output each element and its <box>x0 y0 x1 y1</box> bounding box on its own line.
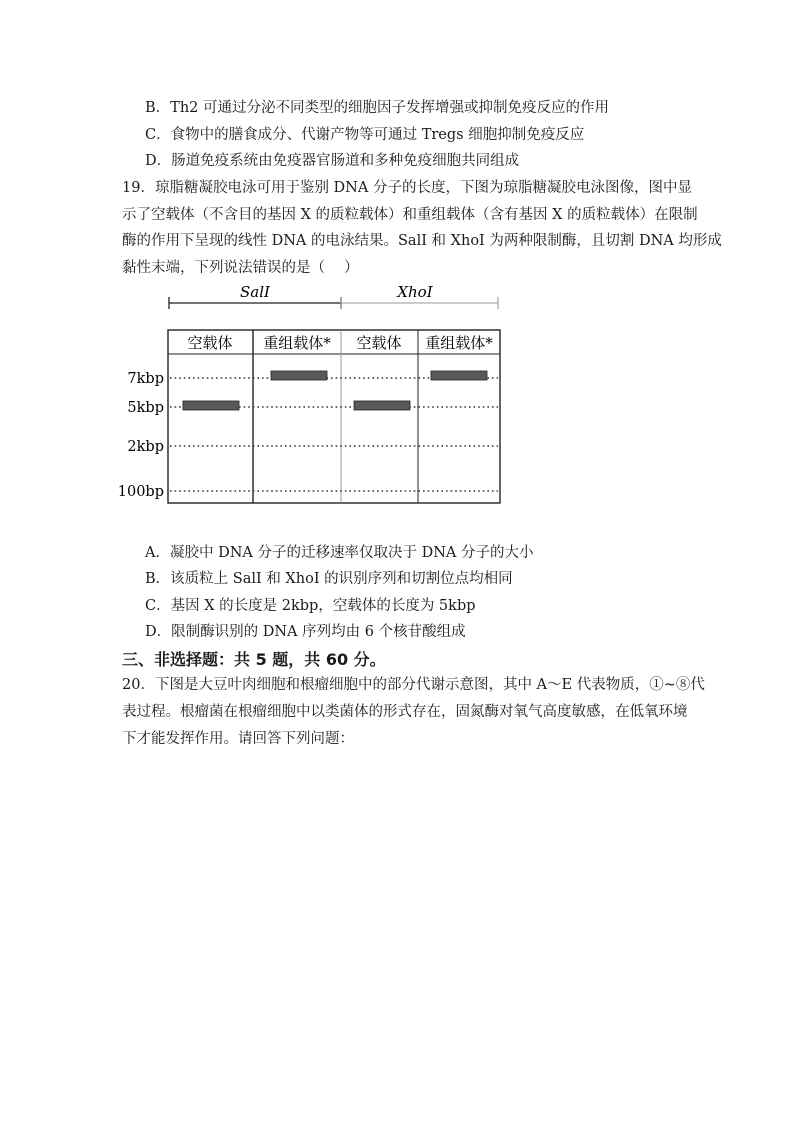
marker-label-100bp: 100bp <box>117 484 164 500</box>
q20-stem-line-2: 表过程。根瘤菌在根瘤细胞中以类菌体的形式存在，固氮酶对氧气高度敏感，在低氧环境 <box>122 704 688 720</box>
gel-diagram <box>117 278 510 510</box>
lane-label: 重组载体* <box>263 334 331 352</box>
q19-option-b: B．该质粒上 SalI 和 XhoI 的识别序列和切割位点均相同 <box>145 571 513 587</box>
lane-label: 重组载体* <box>425 334 493 352</box>
marker-label-2kbp: 2kbp <box>127 439 164 455</box>
q19-stem-line-3: 酶的作用下呈现的线性 DNA 的电泳结果。SalI 和 XhoI 为两种限制酶，且切割 DNA 均形成 <box>122 233 722 249</box>
q19-stem-line-1: 19．琼脂糖凝胶电泳可用于鉴别 DNA 分子的长度，下图为琼脂糖凝胶电泳图像，图中显 <box>122 180 692 196</box>
electrophoresis-figure <box>117 278 510 510</box>
gel-frame <box>168 330 500 503</box>
q19-stem-line-4: 黏性末端，下列说法错误的是（ ） <box>122 260 359 276</box>
band-recombinant-sali <box>271 371 327 380</box>
enzyme-bracket-sali <box>169 283 341 309</box>
enzyme-label-xhoi: XhoⅠ <box>397 283 433 301</box>
band-empty-xhoi <box>354 401 410 410</box>
marker-label-5kbp: 5kbp <box>127 400 164 416</box>
band-recombinant-xhoi <box>431 371 487 380</box>
enzyme-bracket-xhoi <box>341 283 498 309</box>
q18-option-d: D．肠道免疫系统由免疫器官肠道和多种免疫细胞共同组成 <box>145 153 520 169</box>
lane-label: 空载体 <box>187 334 233 352</box>
q18-option-c: C．食物中的膳食成分、代谢产物等可通过 Tregs 细胞抑制免疫反应 <box>145 127 585 143</box>
enzyme-label-sali: SalⅠ <box>240 283 270 301</box>
q19-option-a: A．凝胶中 DNA 分子的迁移速率仅取决于 DNA 分子的大小 <box>145 545 534 561</box>
q19-option-c: C．基因 X 的长度是 2kbp，空载体的长度为 5kbp <box>145 598 476 614</box>
q20-stem-line-3: 下才能发挥作用。请回答下列问题： <box>122 731 354 747</box>
marker-label-7kbp: 7kbp <box>127 371 164 387</box>
q19-stem-line-2: 示了空载体（不含目的基因 X 的质粒载体）和重组载体（含有基因 X 的质粒载体）在限制 <box>122 207 698 223</box>
section-heading: 三、非选择题：共 5 题，共 60 分。 <box>122 650 386 669</box>
q18-option-b: B．Th2 可通过分泌不同类型的细胞因子发挥增强或抑制免疫反应的作用 <box>145 100 609 116</box>
q20-stem-line-1: 20．下图是大豆叶肉细胞和根瘤细胞中的部分代谢示意图，其中 A～E 代表物质，①~⑧代 <box>122 677 705 693</box>
q19-option-d: D．限制酶识别的 DNA 序列均由 6 个核苷酸组成 <box>145 624 466 640</box>
lane-label: 空载体 <box>356 334 402 352</box>
band-empty-sali <box>183 401 239 410</box>
